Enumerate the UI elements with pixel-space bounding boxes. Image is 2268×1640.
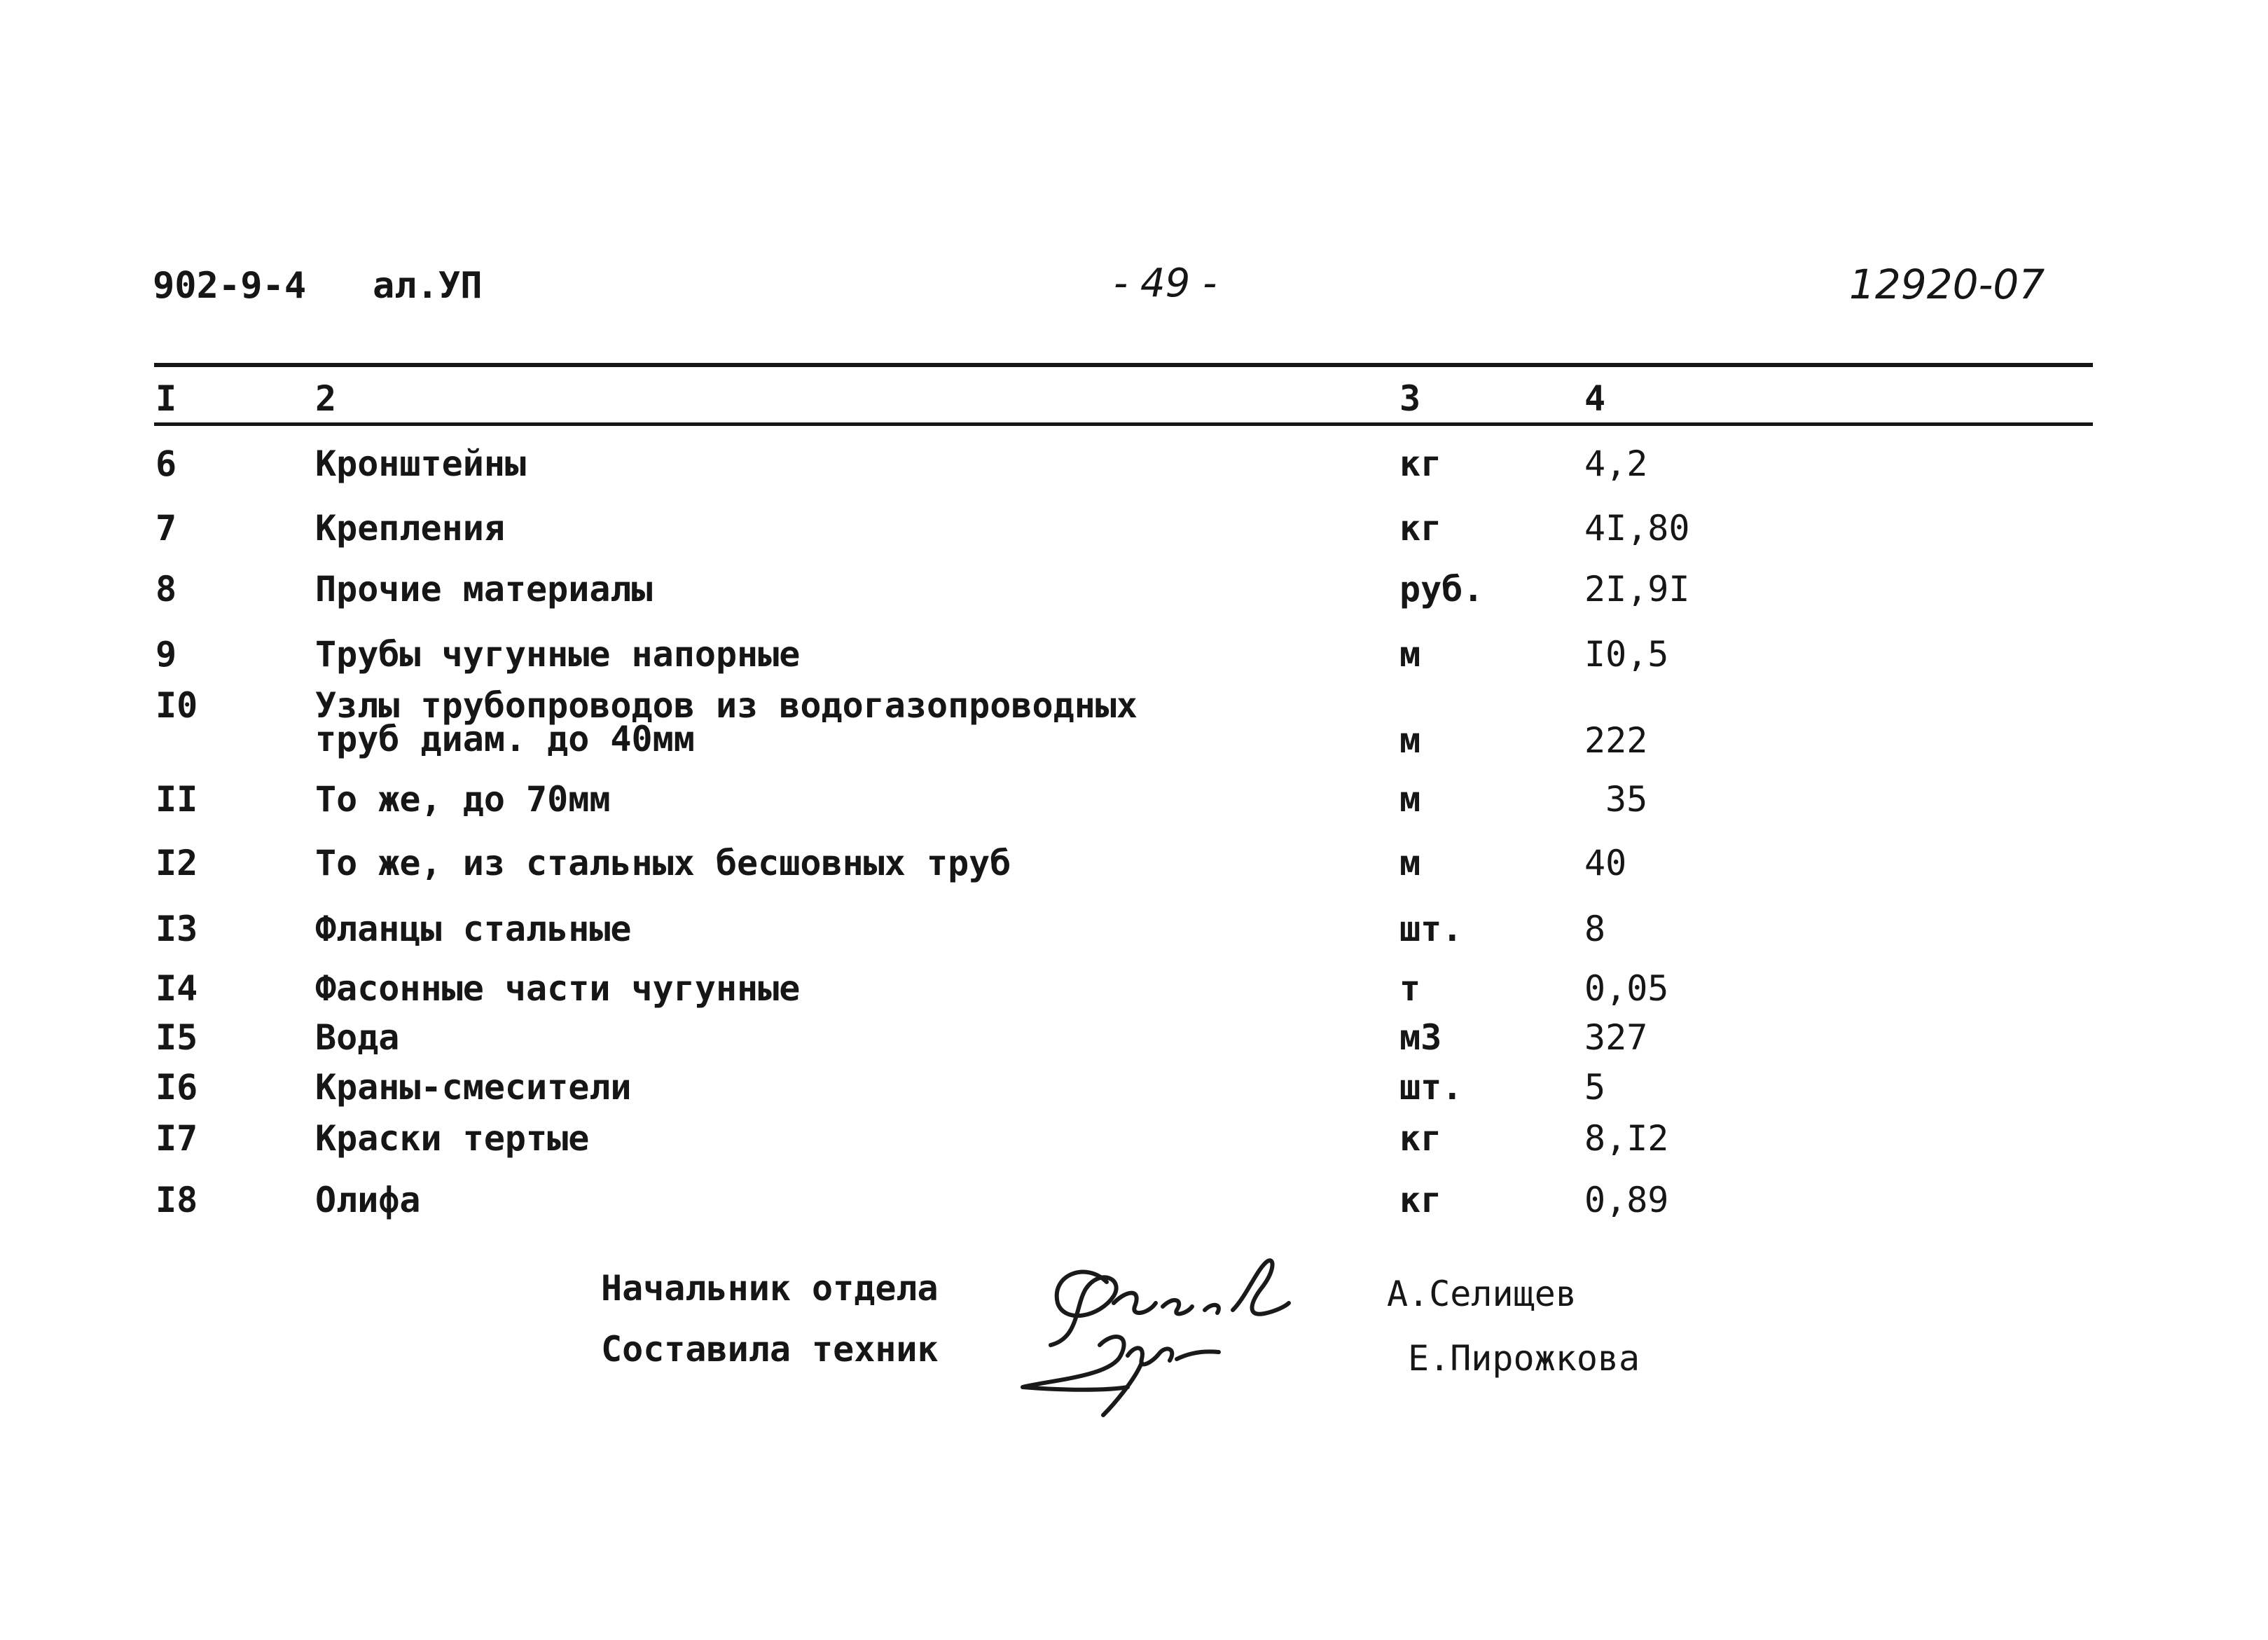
signature-person-technician: Е.Пирожкова <box>1408 1338 1640 1379</box>
row-name: Трубы чугунные напорные <box>315 634 801 675</box>
row-unit: м3 <box>1399 1017 1442 1058</box>
row-name: Узлы трубопроводов из водогазопроводных <box>315 685 1138 726</box>
table-row <box>0 1017 2268 1059</box>
page-number: - 49 - <box>1114 261 1217 306</box>
row-value: 4I,80 <box>1584 508 1690 549</box>
row-name: Олифа <box>315 1180 421 1220</box>
row-unit: кг <box>1399 443 1442 484</box>
table-row <box>0 843 2268 885</box>
row-unit: м <box>1399 720 1421 761</box>
row-unit: кг <box>1399 1180 1442 1220</box>
document-number: 12920-07 <box>1849 261 2045 308</box>
row-unit: м <box>1399 779 1421 820</box>
table-row <box>0 909 2268 951</box>
column-header-1: I <box>155 378 177 419</box>
table-row <box>0 443 2268 485</box>
table-row <box>0 1118 2268 1160</box>
row-name: Крепления <box>315 508 505 549</box>
row-name: Фасонные части чугунные <box>315 968 801 1009</box>
column-header-3: 3 <box>1399 378 1421 419</box>
table-row <box>0 779 2268 821</box>
row-number: I7 <box>155 1118 198 1159</box>
table-row <box>0 569 2268 611</box>
row-number: 9 <box>155 634 177 675</box>
row-name: То же, из стальных бесшовных труб <box>315 843 1011 883</box>
row-number: 8 <box>155 569 177 609</box>
row-name: Кронштейны <box>315 443 527 484</box>
row-number: II <box>155 779 198 820</box>
row-number: I6 <box>155 1067 198 1108</box>
handwritten-signatures <box>1009 1240 1345 1422</box>
row-number: I5 <box>155 1017 198 1058</box>
table-row <box>0 685 2268 762</box>
document-code: 902-9-4 <box>153 265 307 307</box>
row-value: 0,05 <box>1584 968 1669 1009</box>
row-name: Прочие материалы <box>315 569 653 609</box>
table-row <box>0 1180 2268 1222</box>
row-number: I8 <box>155 1180 198 1220</box>
row-unit: м <box>1399 843 1421 883</box>
row-name: Фланцы стальные <box>315 909 632 949</box>
row-value: 5 <box>1584 1067 1606 1108</box>
table-row <box>0 508 2268 550</box>
album-label: ал.УП <box>373 265 483 307</box>
signature-role-technician: Составила техник <box>601 1329 939 1370</box>
row-number: I3 <box>155 909 198 949</box>
row-value: 327 <box>1584 1017 1648 1058</box>
row-name: Краски тертые <box>315 1118 590 1159</box>
header-rule <box>154 363 2093 367</box>
row-unit: кг <box>1399 1118 1442 1159</box>
row-name-continuation: труб диам. до 40мм <box>315 719 695 759</box>
table-row <box>0 1067 2268 1109</box>
column-header-4: 4 <box>1584 378 1606 419</box>
column-header-2: 2 <box>315 378 337 419</box>
table-row <box>0 968 2268 1010</box>
row-value: 8 <box>1584 909 1606 949</box>
row-number: I4 <box>155 968 198 1009</box>
row-name: Вода <box>315 1017 400 1058</box>
signature-role-head: Начальник отдела <box>601 1268 939 1309</box>
row-value: 35 <box>1605 779 1648 820</box>
column-header-rule <box>154 422 2093 426</box>
row-unit: шт. <box>1399 1067 1463 1108</box>
row-value: 4,2 <box>1584 443 1648 484</box>
row-unit: шт. <box>1399 909 1463 949</box>
row-unit: т <box>1399 968 1421 1009</box>
row-unit: м <box>1399 634 1421 675</box>
row-number: 6 <box>155 443 177 484</box>
row-value: I0,5 <box>1584 634 1669 675</box>
table-row <box>0 634 2268 676</box>
signature-person-head: А.Селищев <box>1387 1274 1577 1314</box>
row-number: 7 <box>155 508 177 549</box>
row-value: 222 <box>1584 720 1648 761</box>
row-name: То же, до 70мм <box>315 779 611 820</box>
row-value: 0,89 <box>1584 1180 1669 1220</box>
row-value: 8,I2 <box>1584 1118 1669 1159</box>
row-value: 40 <box>1584 843 1627 883</box>
row-unit: руб. <box>1399 569 1484 609</box>
row-unit: кг <box>1399 508 1442 549</box>
row-value: 2I,9I <box>1584 569 1690 609</box>
row-number: I2 <box>155 843 198 883</box>
row-name: Краны-смесители <box>315 1067 632 1108</box>
row-number: I0 <box>155 685 198 726</box>
